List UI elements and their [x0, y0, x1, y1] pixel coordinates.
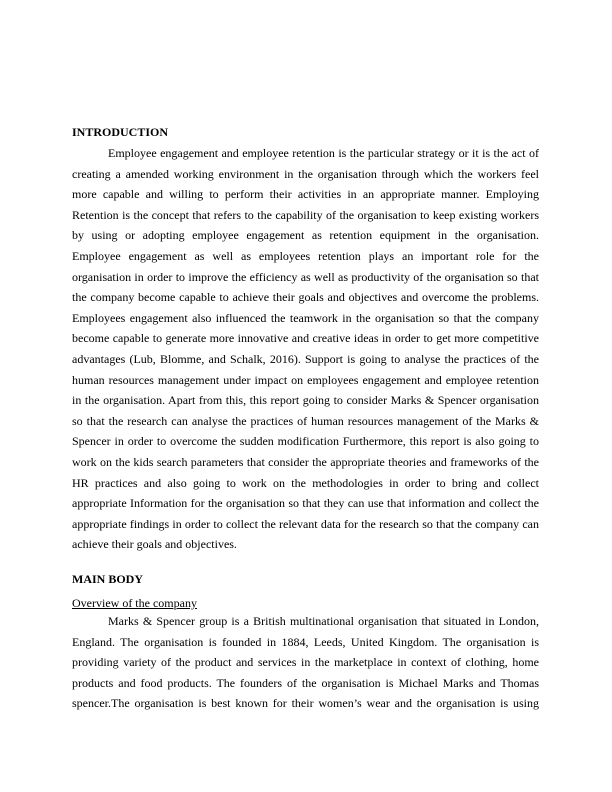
text-line: creating a amended working environment in the organisation through which the workers feel	[72, 166, 539, 181]
intro-heading: INTRODUCTION	[72, 125, 169, 139]
text-line: HR practices and also going to work on the methodologies in order to bring and collect	[72, 475, 539, 490]
text-line: spencer.The organisation is best known for their women’s wear and the organisation is using	[72, 696, 539, 711]
text-line: products and food products. The founders of the organisation is Michael Marks and Thomas	[72, 675, 539, 690]
text-line: providing variety of the product and services in the marketplace in context of clothing, home	[72, 655, 539, 670]
text-line: human resources management under impact on employees engagement and employee retention	[72, 372, 539, 387]
text-line: Employee engagement as well as employees retention plays an important role for the	[72, 248, 539, 263]
text-line: Spencer in order to overcome the sudden modification Furthermore, this report is also going to	[72, 434, 539, 449]
text-line: Employee engagement and employee retention is the particular strategy or it is the act of	[108, 146, 539, 160]
text-line: work on the kids search parameters that consider the appropriate theories and frameworks of the	[72, 454, 539, 469]
intro-paragraph	[72, 143, 539, 555]
text-line: more capable and willing to perform their activities in an appropriate manner. Employing	[72, 187, 539, 202]
text-line: in the organisation. Apart from this, this report going to consider Marks & Spencer organisation	[72, 393, 539, 408]
text-line: by using or adopting employee engagement as retention equipment in the organisation.	[72, 228, 539, 243]
text-line: Retention is the concept that refers to the capability of the organisation to keep existing workers	[72, 207, 539, 222]
text-line: Marks & Spencer group is a British multinational organisation that situated in London,	[108, 614, 539, 628]
text-line: England. The organisation is founded in 1884, Leeds, United Kingdom. The organisation is	[72, 634, 539, 649]
text-line: become capable to generate more innovative and creative ideas in order to get more competitive	[72, 331, 539, 346]
text-line: advantages (Lub, Blomme, and Schalk, 2016). Support is going to analyse the practices of the	[72, 351, 539, 366]
text-line: Employees engagement also influenced the teamwork in the organisation so that the company	[72, 310, 539, 325]
text-line: so that the research can analyse the practices of human resources management of the Marks &	[72, 413, 539, 428]
text-line: appropriate Information for the organisation so that they can use that information and collect the	[72, 496, 539, 511]
text-line: the company become capable to achieve their goals and objectives and overcome the problems.	[72, 290, 539, 305]
text-line: achieve their goals and objectives.	[72, 537, 237, 552]
text-line: organisation in order to improve the efficiency as well as productivity of the organisation so that	[72, 269, 539, 284]
overview-heading: Overview of the company	[72, 596, 197, 610]
main-body-heading: MAIN BODY	[72, 572, 143, 586]
text-line: appropriate findings in order to collect the relevant data for the research so that the company can	[72, 516, 539, 531]
overview-paragraph	[72, 611, 539, 714]
